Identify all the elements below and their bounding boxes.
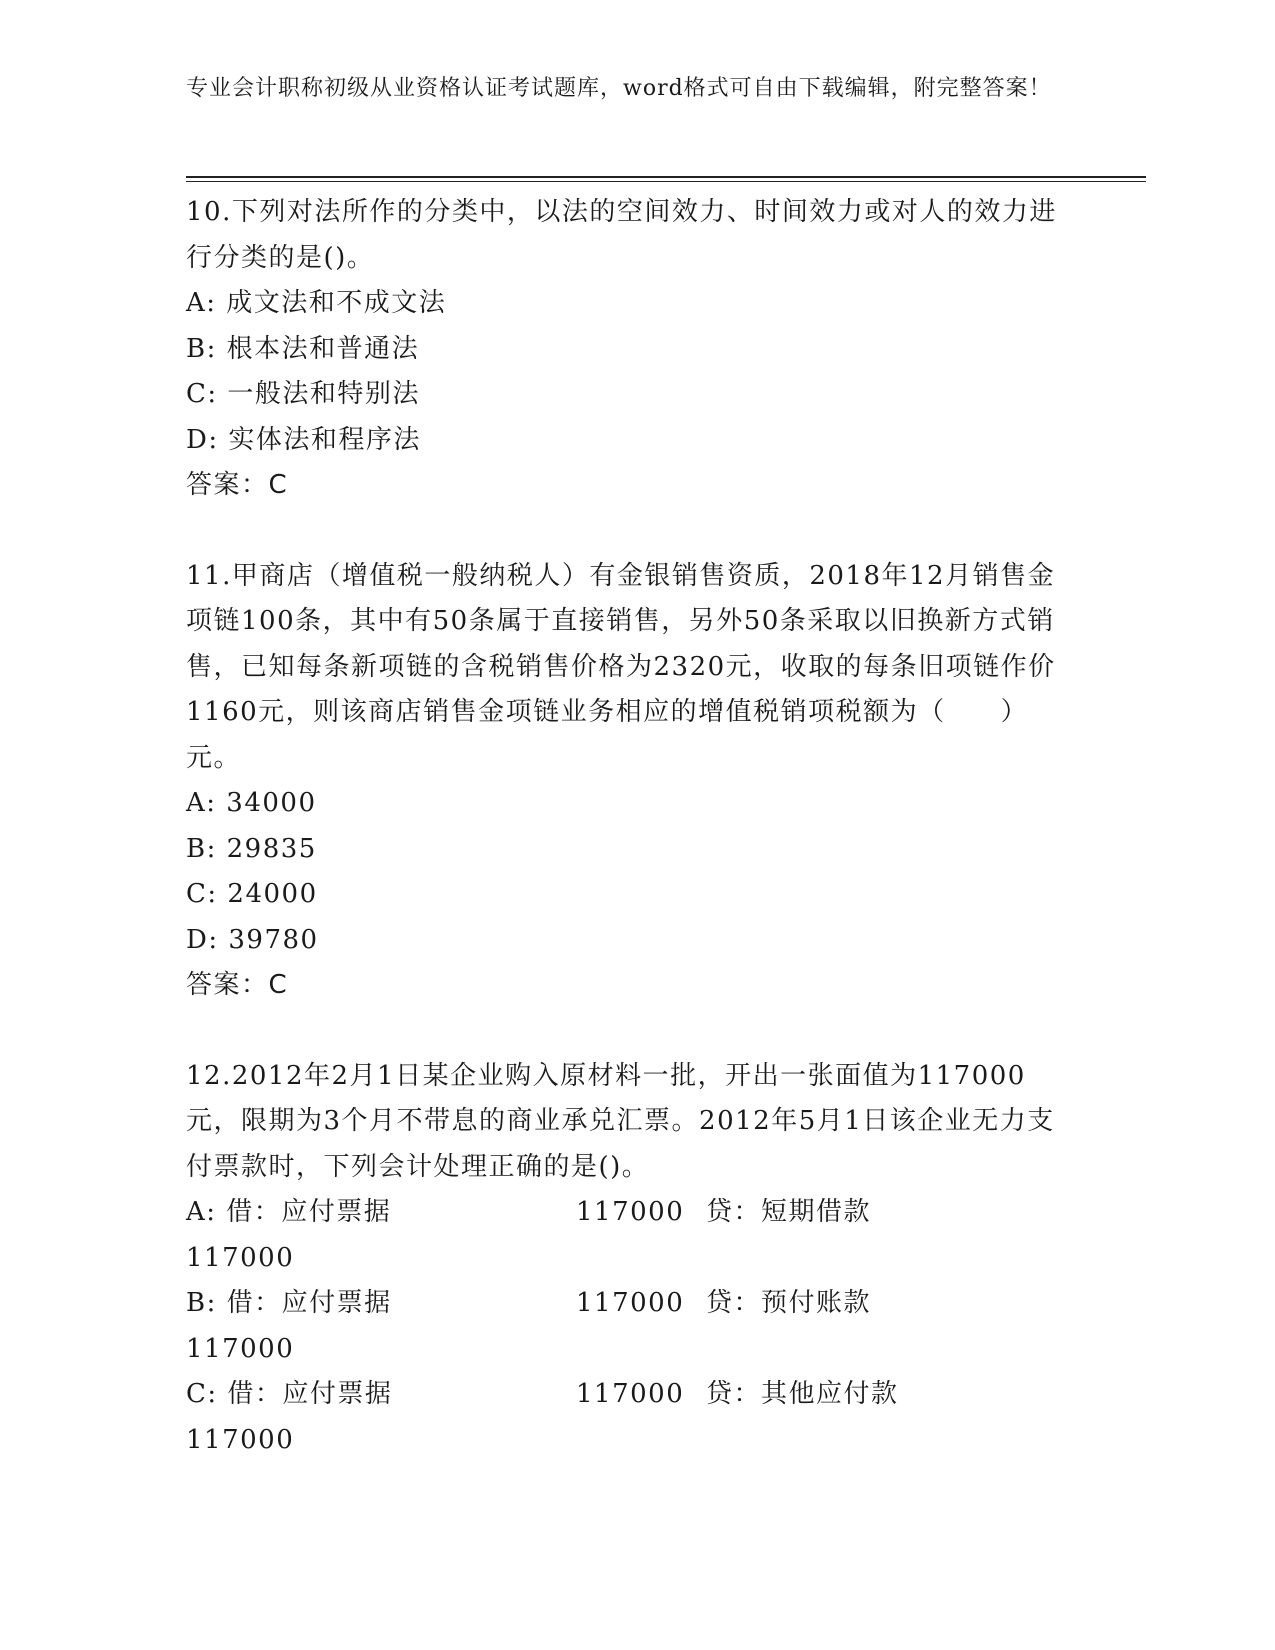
option-c: C: 24000	[186, 879, 318, 909]
entry-credit-amount: 117000	[186, 1242, 295, 1273]
answer: 答案：C	[186, 970, 289, 1000]
question-text: 10.下列对法所作的分类中，以法的空间效力、时间效力或对人的效力进行分类的是()。	[186, 197, 1057, 273]
option-d: D: 39780	[186, 924, 319, 955]
entry-option-a	[186, 1190, 1066, 1281]
entry-debit: B: 借：应付票据	[186, 1288, 392, 1318]
entry-debit-amount: 117000	[576, 1379, 685, 1409]
header-rule-thick	[186, 176, 1146, 178]
entry-credit-amount: 117000	[186, 1333, 295, 1364]
question-text: 11.甲商店（增值税一般纳税人）有金银销售资质，2018年12月销售金项链100条，其中有50条属于直接销售，另外50条采取以旧换新方式销售，已知每条新项链的含税销售价格为2320元，收取的每条旧项链作价1160元，则该商店销售金项链业务相应的增值税销项税额为（ ）元。	[186, 560, 1056, 773]
question-text: 12.2012年2月1日某企业购入原材料一批，开出一张面值为117000元，限期为3个月不带息的商业承兑汇票。2012年5月1日该企业无力支付票款时，下列会计处理正确的是()。	[186, 1060, 1055, 1182]
entry-option-b	[186, 1281, 1066, 1372]
option-b: B: 根本法和普通法	[186, 333, 420, 364]
option-d: D: 实体法和程序法	[186, 424, 421, 455]
entry-credit: 贷：短期借款	[706, 1197, 872, 1227]
document-header	[186, 72, 1066, 105]
question-10	[186, 190, 1066, 509]
entry-debit-amount: 117000	[576, 1288, 685, 1318]
option-c: C: 一般法和特别法	[186, 379, 420, 409]
header-rule-thin	[186, 181, 1146, 182]
entry-credit: 贷：其他应付款	[706, 1379, 899, 1409]
entry-option-c	[186, 1372, 1066, 1463]
answer: 答案：C	[186, 470, 289, 500]
header-text: 专业会计职称初级从业资格认证考试题库，word格式可自由下载编辑，附完整答案！	[186, 76, 1052, 101]
option-a: A: 成文法和不成文法	[186, 288, 447, 318]
entry-debit: C: 借：应付票据	[186, 1379, 393, 1409]
option-b: B: 29835	[186, 833, 317, 864]
entry-debit-amount: 117000	[576, 1197, 685, 1227]
entry-debit: A: 借：应付票据	[186, 1197, 392, 1227]
entry-credit: 贷：预付账款	[706, 1288, 872, 1318]
entry-credit-amount: 117000	[186, 1424, 295, 1455]
question-12	[186, 1054, 1066, 1464]
question-11	[186, 554, 1066, 1009]
option-a: A: 34000	[186, 788, 317, 818]
question-list	[186, 190, 1066, 1508]
